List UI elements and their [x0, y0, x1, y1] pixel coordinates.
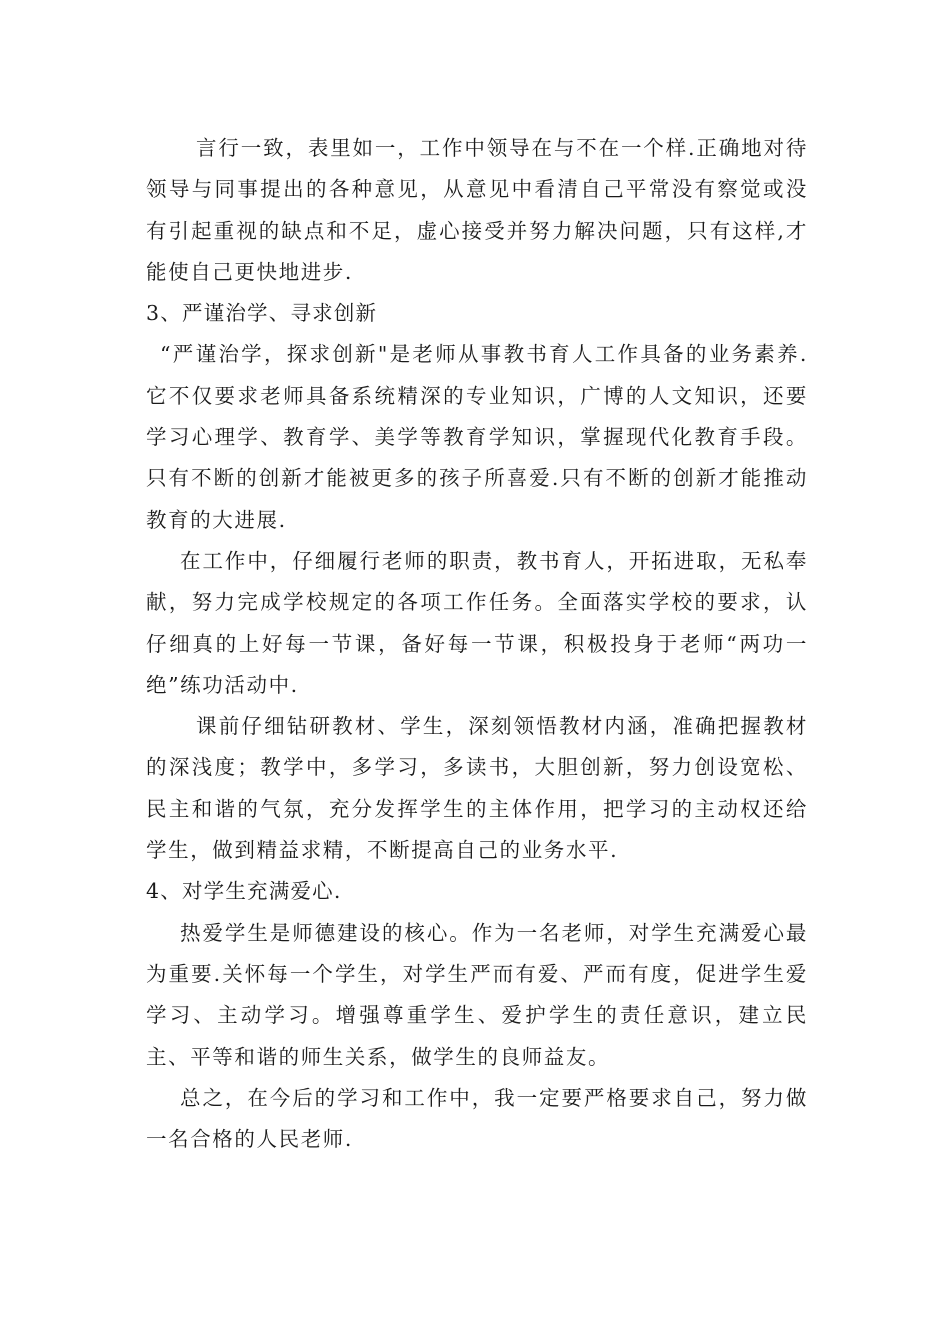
paragraph-work-duties: 在工作中，仔细履行老师的职责，教书育人，开拓进取，无私奉献，努力完成学校规定的各项工作任务。全面落实学校的要求，认仔细真的上好每一节课，备好每一节课，积极投身于老师“两功一绝”练功活动中.: [146, 548, 808, 697]
section-heading-4: 4、对学生充满爱心.: [146, 879, 342, 904]
paragraph-love-students: 热爱学生是师德建设的核心。作为一名老师，对学生充满爱心最为重要.关怀每一个学生，对学生严而有爱、严而有度，促进学生爱学习、主动学习。增强尊重学生、爱护学生的责任意识，建立民主、平等和谐的师生关系，做学生的良师益友。: [146, 920, 808, 1069]
paragraph-lesson-preparation: 课前仔细钻研教材、学生，深刻领悟教材内涵，准确把握教材的深浅度；教学中，多学习，多读书，大胆创新，努力创设宽松、民主和谐的气氛，充分发挥学生的主体作用，把学习的主动权还给学生，做到精益求精，不断提高自己的业务水平.: [146, 714, 808, 863]
paragraph-conduct: 言行一致，表里如一，工作中领导在与不在一个样.正确地对待领导与同事提出的各种意见，从意见中看清自己平常没有察觉或没有引起重视的缺点和不足，虚心接受并努力解决问题，只有这样,才能使自己更快地进步.: [146, 136, 808, 284]
paragraph-rigorous-study: “严谨治学，探求创新"是老师从事教书育人工作具备的业务素养.它不仅要求老师具备系统精深的专业知识，广博的人文知识，还要学习心理学、教育学、美学等教育学知识，掌握现代化教育手段。只有不断的创新才能被更多的孩子所喜爱.只有不断的创新才能推动教育的大进展.: [146, 342, 808, 532]
paragraph-conclusion: 总之，在今后的学习和工作中，我一定要严格要求自己，努力做一名合格的人民老师.: [146, 1085, 808, 1152]
section-heading-3: 3、严谨治学、寻求创新: [146, 301, 378, 326]
